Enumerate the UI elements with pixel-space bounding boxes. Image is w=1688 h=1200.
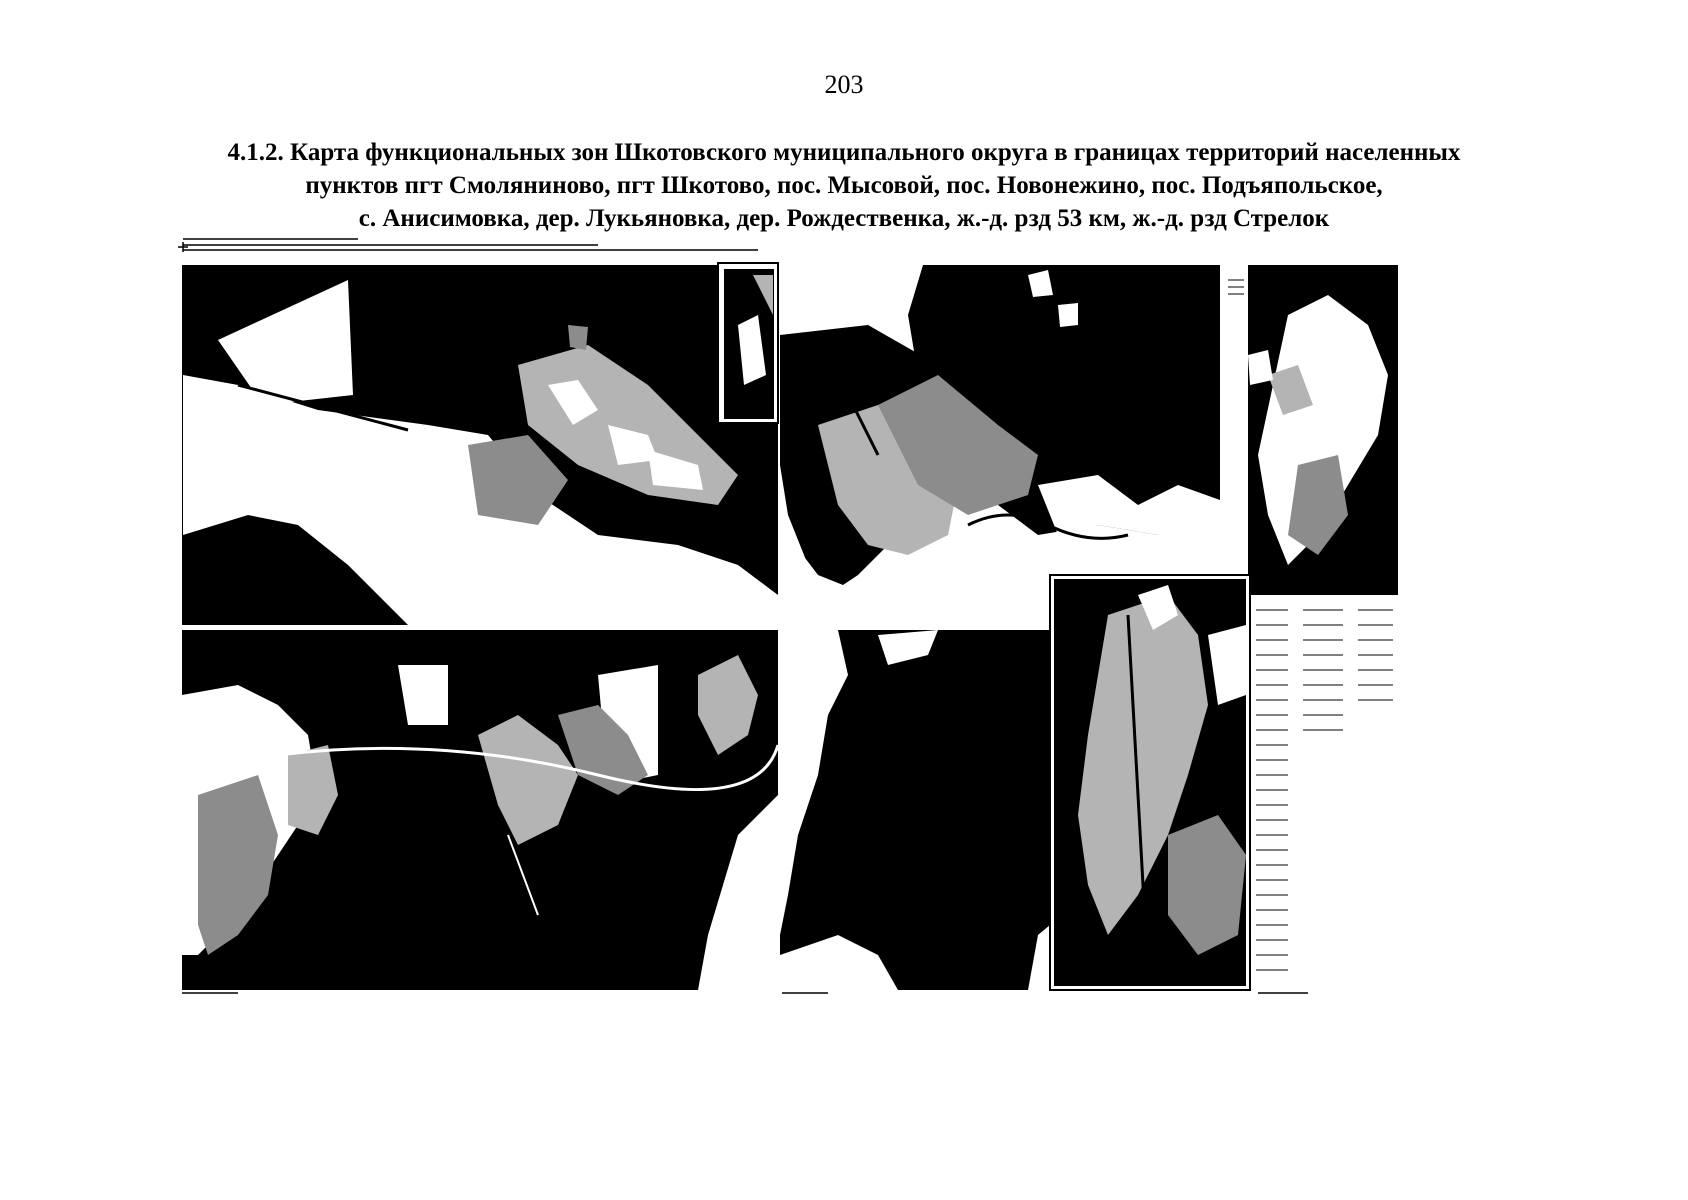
title-line-3: с. Анисимовка, дер. Лукьяновка, дер. Рождественка, ж.-д. рзд 53 км, ж.-д. рзд Стрелок bbox=[358, 205, 1330, 232]
page-title bbox=[150, 136, 1538, 235]
map-panel-bottom-right bbox=[1050, 575, 1250, 990]
functional-zones-map bbox=[178, 235, 1508, 995]
map-panel-top-center bbox=[780, 265, 1220, 625]
map-panel-bottom-left bbox=[182, 630, 778, 990]
title-line-2: пунктов пгт Смоляниново, пгт Шкотово, пос. Мысовой, пос. Новонежино, пос. Подъяпольское, bbox=[305, 172, 1383, 199]
map-header-strip bbox=[178, 239, 758, 252]
title-line-1: 4.1.2. Карта функциональных зон Шкотовского муниципального округа в границах территорий населенных bbox=[227, 139, 1461, 166]
map-panel-inset bbox=[718, 263, 778, 423]
map-legend bbox=[1256, 610, 1393, 970]
page-number: 203 bbox=[824, 70, 864, 99]
map-panel-top-left bbox=[182, 265, 778, 625]
map-panel-top-right bbox=[1220, 265, 1398, 595]
map-panel-bottom-center bbox=[780, 630, 1050, 990]
